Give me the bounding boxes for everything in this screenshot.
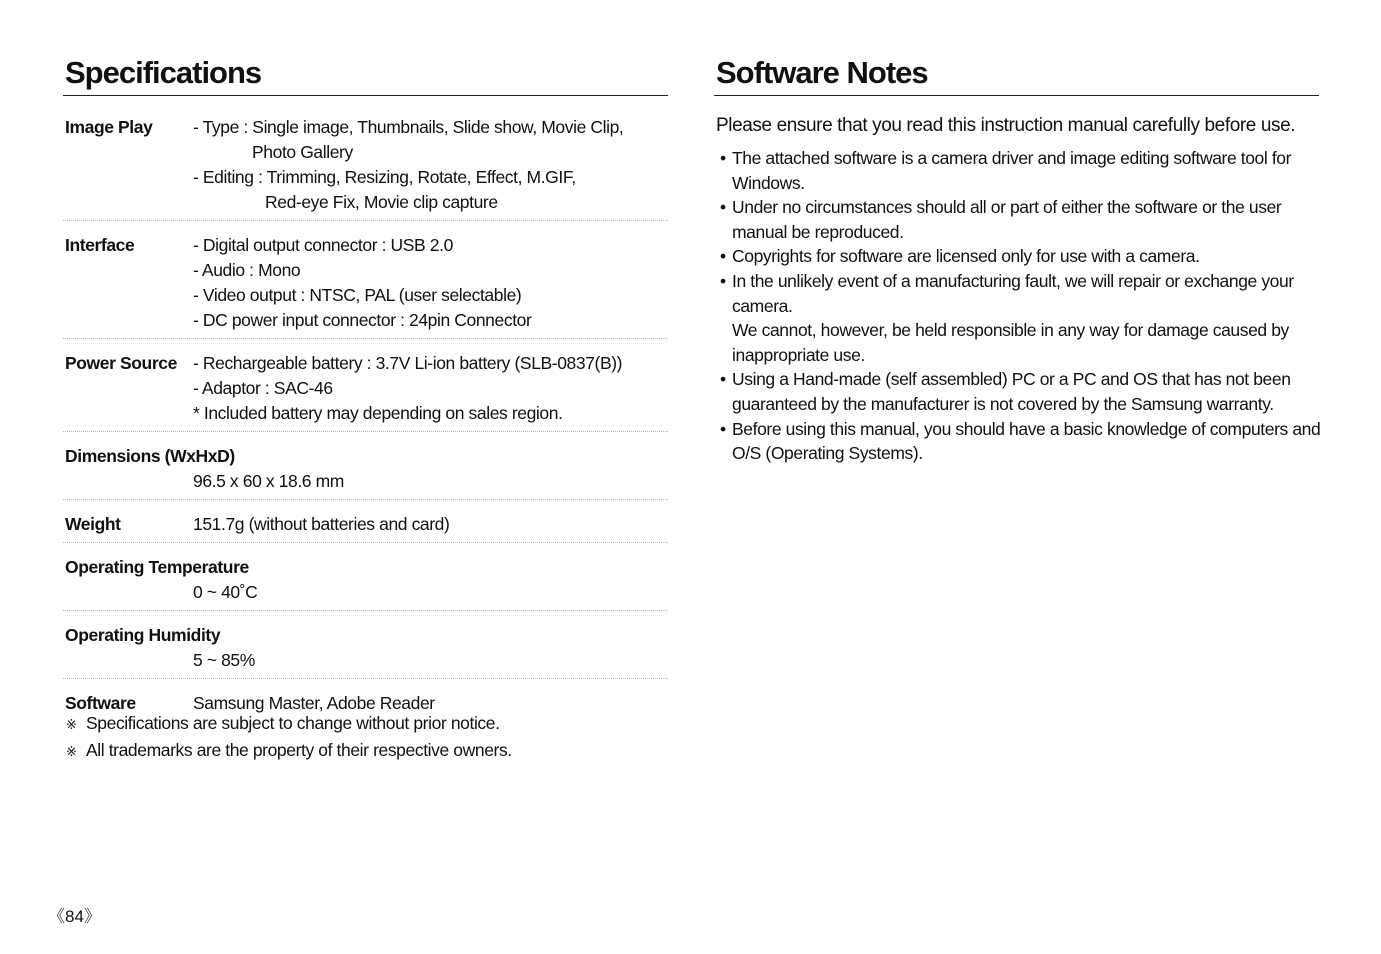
- list-item-line: inappropriate use.: [732, 344, 865, 365]
- spec-label: Dimensions (WxHxD): [65, 446, 235, 466]
- list-item: [714, 244, 1319, 269]
- spec-line: 151.7g (without batteries and card): [193, 514, 450, 534]
- spec-row-image-play: [63, 112, 668, 221]
- list-item-line: manual be reproduced.: [732, 221, 904, 242]
- list-item-line: We cannot, however, be held responsible in any way for damage caused by: [732, 320, 1289, 341]
- spec-line: * Included battery may depending on sales region.: [193, 403, 563, 423]
- spec-label: Image Play: [65, 117, 153, 137]
- bullet-icon: •: [720, 246, 726, 267]
- spec-row-operating-temperature: [63, 552, 668, 611]
- spec-line: - Audio : Mono: [193, 260, 301, 280]
- spec-line: - Video output : NTSC, PAL (user selectable): [193, 285, 522, 305]
- list-item-line: The attached software is a camera driver and image editing software tool for: [732, 148, 1292, 168]
- spec-label: Weight: [65, 514, 121, 534]
- list-item: [714, 195, 1319, 244]
- spec-value: [193, 351, 668, 426]
- spec-line: 96.5 x 60 x 18.6 mm: [193, 471, 344, 491]
- spec-line: - Rechargeable battery : 3.7V Li-ion battery (SLB-0837(B)): [193, 353, 623, 373]
- list-item-line: Before using this manual, you should have a basic knowledge of computers and: [732, 418, 1321, 439]
- software-notes-intro: Please ensure that you read this instruction manual carefully before use.: [716, 115, 1296, 136]
- spec-label: Power Source: [65, 353, 177, 373]
- spec-row-operating-humidity: [63, 620, 668, 679]
- spec-line: Red-eye Fix, Movie clip capture: [265, 192, 498, 212]
- list-item: [714, 367, 1319, 416]
- software-notes-heading: Software Notes: [714, 54, 1319, 96]
- spec-label: Software: [65, 693, 136, 713]
- bullet-icon: •: [720, 197, 726, 218]
- reference-mark-icon: ※: [66, 718, 77, 733]
- spec-value: [193, 233, 668, 333]
- spec-row-weight: [63, 509, 668, 543]
- spec-value: [193, 580, 668, 605]
- reference-mark-icon: ※: [66, 745, 77, 760]
- footnote-text: All trademarks are the property of their respective owners.: [86, 740, 512, 760]
- bullet-icon: •: [720, 148, 726, 168]
- spec-line: 0 ~ 40˚C: [193, 582, 258, 602]
- spec-line: - Digital output connector : USB 2.0: [193, 235, 453, 255]
- spec-line: - DC power input connector : 24pin Connector: [193, 310, 532, 330]
- spec-line: Photo Gallery: [252, 142, 353, 162]
- spec-label: Interface: [65, 235, 135, 255]
- spec-line: Samsung Master, Adobe Reader: [193, 693, 435, 713]
- spec-label: Operating Humidity: [65, 625, 221, 645]
- list-item-line: O/S (Operating Systems).: [732, 443, 923, 464]
- spec-line: 5 ~ 85%: [193, 650, 255, 670]
- footnotes: [66, 711, 512, 765]
- bullet-icon: •: [720, 418, 726, 439]
- footnote: [66, 711, 512, 738]
- spec-row-interface: [63, 230, 668, 339]
- bullet-icon: •: [720, 270, 726, 291]
- spec-value: [193, 648, 668, 673]
- list-item-line: In the unlikely event of a manufacturing fault, we will repair or exchange your: [732, 270, 1294, 291]
- software-notes-section: [714, 54, 1319, 466]
- list-item-line: camera.: [732, 295, 793, 316]
- spec-label: Operating Temperature: [65, 557, 249, 577]
- bullet-icon: •: [720, 369, 726, 390]
- spec-line: - Adaptor : SAC-46: [193, 378, 333, 398]
- spec-value: [193, 469, 668, 494]
- spec-line: - Type : Single image, Thumbnails, Slide show, Movie Clip,: [193, 117, 624, 137]
- list-item-line: guaranteed by the manufacturer is not covered by the Samsung warranty.: [732, 393, 1274, 414]
- page-number: 《84》: [48, 907, 101, 926]
- spec-value: [193, 115, 668, 215]
- spec-table: [63, 112, 668, 721]
- list-item-line: Under no circumstances should all or part of either the software or the user: [732, 197, 1282, 218]
- spec-row-power-source: [63, 348, 668, 432]
- list-item-line: Windows.: [732, 172, 805, 193]
- specifications-section: [63, 54, 668, 730]
- list-item: [714, 146, 1319, 195]
- list-item: [714, 417, 1319, 466]
- spec-row-dimensions: [63, 441, 668, 500]
- list-item-line: Using a Hand-made (self assembled) PC or a PC and OS that has not been: [732, 369, 1291, 390]
- footnote-text: Specifications are subject to change without prior notice.: [86, 713, 500, 733]
- specifications-heading: Specifications: [63, 54, 668, 96]
- software-notes-list: [714, 146, 1319, 466]
- spec-value: [193, 512, 668, 537]
- list-item: [714, 269, 1319, 367]
- footnote: [66, 738, 512, 765]
- spec-line: - Editing : Trimming, Resizing, Rotate, Effect, M.GIF,: [193, 167, 576, 187]
- list-item-line: Copyrights for software are licensed only for use with a camera.: [732, 246, 1200, 267]
